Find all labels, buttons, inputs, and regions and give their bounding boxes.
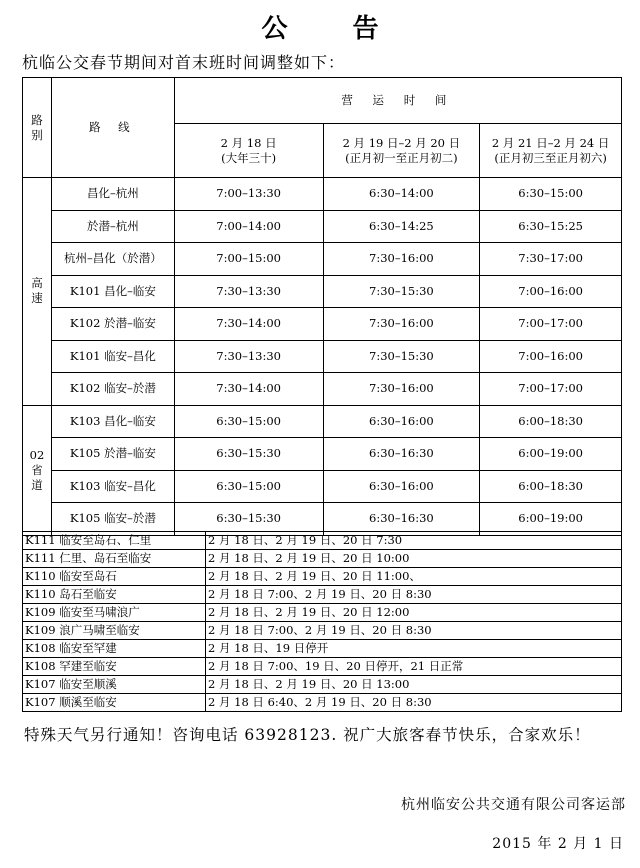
- period-lunar: (大年三十): [221, 150, 277, 165]
- header-period-1: [174, 124, 323, 178]
- time-cell: 7:30–16:00: [323, 308, 480, 341]
- time-cell: 6:30–15:00: [480, 178, 622, 211]
- table-row: [23, 308, 622, 341]
- route-cell: K111 仁里、岛石至临安: [23, 550, 206, 568]
- period-date: 2 月 19 日–2 月 20 日: [342, 135, 461, 150]
- time-cell: 6:30–14:25: [323, 210, 480, 243]
- table-row: [23, 676, 622, 694]
- route-cell: K102 於潜–临安: [51, 308, 174, 341]
- table-row: [23, 340, 622, 373]
- notice-text: 特殊天气另行通知！咨询电话 63928123. 祝广大旅客春节快乐，合家欢乐！: [24, 726, 591, 744]
- time-cell: 6:30–15:00: [174, 405, 323, 438]
- time-cell: 2 月 18 日、2 月 19 日、20 日 7:30: [206, 532, 622, 550]
- time-cell: 2 月 18 日 7:00、2 月 19 日、20 日 8:30: [206, 622, 622, 640]
- table-row: [23, 658, 622, 676]
- route-cell: K108 临安至罕建: [23, 640, 206, 658]
- time-cell: 7:30–13:30: [174, 275, 323, 308]
- route-cell: K101 临安–昌化: [51, 340, 174, 373]
- time-cell: 6:00–19:00: [480, 438, 622, 471]
- time-cell: 2 月 18 日 6:40、2 月 19 日、20 日 8:30: [206, 694, 622, 712]
- route-cell: K102 临安–於潜: [51, 373, 174, 406]
- route-cell: K109 临安至马啸浪广: [23, 604, 206, 622]
- table-row: [23, 604, 622, 622]
- time-cell: 6:30–16:30: [323, 503, 480, 536]
- table-row: [23, 640, 622, 658]
- time-cell: 6:30–16:00: [323, 470, 480, 503]
- header-route: 路 线: [51, 78, 174, 178]
- table-row: [23, 694, 622, 712]
- extra-schedule-table: [22, 531, 622, 712]
- route-cell: K103 昌化–临安: [51, 405, 174, 438]
- table-row: [23, 210, 622, 243]
- time-cell: 6:30–15:00: [174, 470, 323, 503]
- table-row: [23, 438, 622, 471]
- time-cell: 7:00–14:00: [174, 210, 323, 243]
- table-row: [23, 470, 622, 503]
- route-cell: K107 顺溪至临安: [23, 694, 206, 712]
- period-date: 2 月 21 日–2 月 24 日: [491, 135, 610, 150]
- header-period-2: [323, 124, 480, 178]
- route-cell: K108 罕建至临安: [23, 658, 206, 676]
- category-cell: 高 速: [23, 178, 52, 406]
- time-cell: 7:30–17:00: [480, 243, 622, 276]
- page-title: 公 告: [261, 14, 407, 44]
- route-cell: K103 临安–昌化: [51, 470, 174, 503]
- time-cell: 7:30–13:30: [174, 340, 323, 373]
- time-cell: 2 月 18 日、2 月 19 日、20 日 11:00、: [206, 568, 622, 586]
- time-cell: 7:30–15:30: [323, 340, 480, 373]
- header-operating-time: 营 运 时 间: [174, 78, 621, 124]
- time-cell: 6:30–15:25: [480, 210, 622, 243]
- table-row: [23, 275, 622, 308]
- route-cell: K105 临安–於潜: [51, 503, 174, 536]
- time-cell: 2 月 18 日、2 月 19 日、20 日 10:00: [206, 550, 622, 568]
- table-row: [23, 550, 622, 568]
- time-cell: 2 月 18 日 7:00、2 月 19 日、20 日 8:30: [206, 586, 622, 604]
- category-cell: 02 省 道: [23, 405, 52, 535]
- route-cell: 於潜–杭州: [51, 210, 174, 243]
- route-cell: K101 昌化–临安: [51, 275, 174, 308]
- route-cell: K109 浪广马啸至临安: [23, 622, 206, 640]
- time-cell: 7:30–16:00: [323, 243, 480, 276]
- time-cell: 7:30–14:00: [174, 308, 323, 341]
- route-cell: K107 临安至顺溪: [23, 676, 206, 694]
- time-cell: 6:30–15:30: [174, 438, 323, 471]
- time-cell: 7:30–14:00: [174, 373, 323, 406]
- route-cell: 昌化–杭州: [51, 178, 174, 211]
- time-cell: 7:30–16:00: [323, 373, 480, 406]
- time-cell: 7:00–16:00: [480, 340, 622, 373]
- time-cell: 6:00–19:00: [480, 503, 622, 536]
- table-row: [23, 405, 622, 438]
- time-cell: 6:30–15:30: [174, 503, 323, 536]
- header-category: 路 别: [23, 78, 52, 178]
- time-cell: 7:00–17:00: [480, 373, 622, 406]
- time-cell: 6:30–16:30: [323, 438, 480, 471]
- route-cell: K105 於潜–临安: [51, 438, 174, 471]
- period-date: 2 月 18 日: [220, 135, 277, 150]
- schedule-table: [22, 77, 622, 536]
- time-cell: 2 月 18 日 7:00、19 日、20 日停开，21 日正常: [206, 658, 622, 676]
- time-cell: 7:00–17:00: [480, 308, 622, 341]
- table-row: [23, 568, 622, 586]
- table-row: [23, 622, 622, 640]
- time-cell: 6:00–18:30: [480, 405, 622, 438]
- route-cell: 杭州–昌化（於潜）: [51, 243, 174, 276]
- route-cell: K111 临安至岛石、仁里: [23, 532, 206, 550]
- period-lunar: (正月初一至正月初二): [345, 150, 458, 165]
- time-cell: 7:30–15:30: [323, 275, 480, 308]
- header-period-3: [480, 124, 622, 178]
- signature: 杭州临安公共交通有限公司客运部: [401, 797, 626, 813]
- time-cell: 2 月 18 日、2 月 19 日、20 日 12:00: [206, 604, 622, 622]
- time-cell: 7:00–16:00: [480, 275, 622, 308]
- route-cell: K110 临安至岛石: [23, 568, 206, 586]
- table-row: [23, 178, 622, 211]
- time-cell: 6:00–18:30: [480, 470, 622, 503]
- issue-date: 2015 年 2 月 1 日: [492, 836, 624, 852]
- time-cell: 2 月 18 日、2 月 19 日、20 日 13:00: [206, 676, 622, 694]
- time-cell: 7:00–15:00: [174, 243, 323, 276]
- table-row: [23, 586, 622, 604]
- table-row: [23, 532, 622, 550]
- time-cell: 6:30–16:00: [323, 405, 480, 438]
- time-cell: 7:00–13:30: [174, 178, 323, 211]
- intro-text: 杭临公交春节期间对首末班时间调整如下：: [22, 53, 346, 72]
- table-row: [23, 243, 622, 276]
- time-cell: 2 月 18 日、19 日停开: [206, 640, 622, 658]
- period-lunar: (正月初三至正月初六): [494, 150, 607, 165]
- route-cell: K110 岛石至临安: [23, 586, 206, 604]
- time-cell: 6:30–14:00: [323, 178, 480, 211]
- table-row: [23, 373, 622, 406]
